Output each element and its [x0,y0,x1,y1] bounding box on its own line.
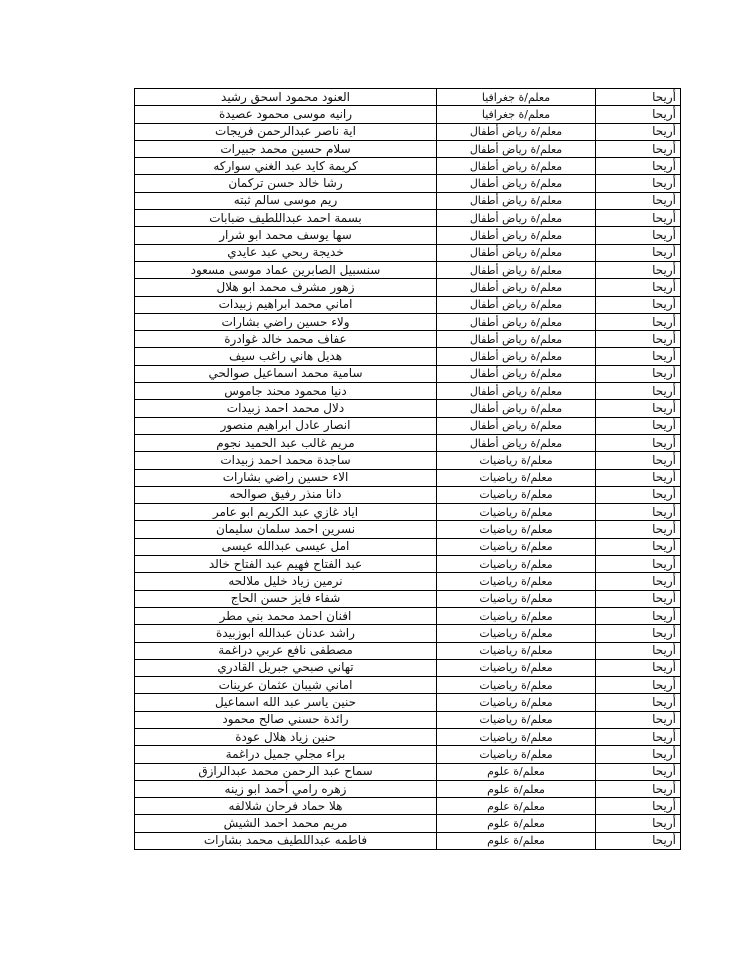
table-row [135,486,681,503]
name-cell: شفاء فايز حسن الحاج [135,590,437,607]
table-row [135,365,681,382]
city-cell: أريحا [596,106,681,123]
table-row [135,192,681,209]
specialty-cell: معلم/ة رياضيات [437,728,596,745]
city-cell: أريحا [596,469,681,486]
city-cell: أريحا [596,244,681,261]
table-row [135,607,681,624]
table-row [135,383,681,400]
city-cell: أريحا [596,331,681,348]
table-row [135,261,681,278]
specialty-cell: معلم/ة رياض أطفال [437,383,596,400]
city-cell: أريحا [596,607,681,624]
specialty-cell: معلم/ة رياض أطفال [437,210,596,227]
table-row [135,521,681,538]
specialty-cell: معلم/ة رياض أطفال [437,434,596,451]
name-cell: خديجة ربحي عبد عايدي [135,244,437,261]
teachers-table [134,88,681,850]
document-page [134,88,681,850]
specialty-cell: معلم/ة رياضيات [437,625,596,642]
name-cell: حنين ياسر عبد الله اسماعيل [135,694,437,711]
city-cell: أريحا [596,158,681,175]
table-row [135,89,681,106]
table-row [135,711,681,728]
specialty-cell: معلم/ة رياض أطفال [437,365,596,382]
specialty-cell: معلم/ة رياض أطفال [437,296,596,313]
city-cell: أريحا [596,296,681,313]
table-row [135,746,681,763]
city-cell: أريحا [596,400,681,417]
name-cell: رانيه موسى محمود عصيدة [135,106,437,123]
specialty-cell: معلم/ة رياضيات [437,694,596,711]
table-row [135,296,681,313]
city-cell: أريحا [596,590,681,607]
name-cell: بسمة احمد عبداللطيف ضبابات [135,210,437,227]
name-cell: هلا حماد فرحان شلالفه [135,798,437,815]
table-row [135,504,681,521]
table-row [135,210,681,227]
specialty-cell: معلم/ة علوم [437,815,596,832]
city-cell: أريحا [596,348,681,365]
city-cell: أريحا [596,677,681,694]
specialty-cell: معلم/ة رياضيات [437,452,596,469]
city-cell: أريحا [596,383,681,400]
specialty-cell: معلم/ة رياض أطفال [437,331,596,348]
name-cell: رائدة حسني صالح محمود [135,711,437,728]
table-row [135,832,681,849]
specialty-cell: معلم/ة علوم [437,763,596,780]
table-row [135,590,681,607]
specialty-cell: معلم/ة رياضيات [437,677,596,694]
table-row [135,123,681,140]
specialty-cell: معلم/ة رياضيات [437,573,596,590]
table-row [135,244,681,261]
name-cell: افنان احمد محمد بني مطر [135,607,437,624]
city-cell: أريحا [596,504,681,521]
specialty-cell: معلم/ة جغرافيا [437,106,596,123]
name-cell: سامية محمد اسماعيل صوالحي [135,365,437,382]
table-row [135,538,681,555]
specialty-cell: معلم/ة رياض أطفال [437,123,596,140]
city-cell: أريحا [596,140,681,157]
table-row [135,728,681,745]
name-cell: اية ناصر عبدالرحمن فريجات [135,123,437,140]
name-cell: عفاف محمد خالد غوادرة [135,331,437,348]
city-cell: أريحا [596,832,681,849]
name-cell: اياد غازي عبد الكريم ابو عامر [135,504,437,521]
specialty-cell: معلم/ة علوم [437,798,596,815]
city-cell: أريحا [596,210,681,227]
city-cell: أريحا [596,780,681,797]
name-cell: عبد الفتاح فهيم عبد الفتاح خالد [135,556,437,573]
city-cell: أريحا [596,313,681,330]
table-row [135,798,681,815]
specialty-cell: معلم/ة رياض أطفال [437,348,596,365]
specialty-cell: معلم/ة رياضيات [437,711,596,728]
city-cell: أريحا [596,728,681,745]
name-cell: كريمة كايد عبد الغني سواركه [135,158,437,175]
city-cell: أريحا [596,261,681,278]
name-cell: نسرين احمد سلمان سليمان [135,521,437,538]
specialty-cell: معلم/ة رياضيات [437,659,596,676]
table-row [135,400,681,417]
table-row [135,175,681,192]
specialty-cell: معلم/ة رياضيات [437,521,596,538]
city-cell: أريحا [596,192,681,209]
specialty-cell: معلم/ة رياض أطفال [437,417,596,434]
specialty-cell: معلم/ة جغرافيا [437,89,596,106]
table-row [135,763,681,780]
table-row [135,677,681,694]
name-cell: هديل هاني راغب سيف [135,348,437,365]
specialty-cell: معلم/ة رياضيات [437,607,596,624]
name-cell: حنين زياد هلال عودة [135,728,437,745]
name-cell: رشا خالد حسن تركمان [135,175,437,192]
city-cell: أريحا [596,417,681,434]
city-cell: أريحا [596,694,681,711]
specialty-cell: معلم/ة رياض أطفال [437,279,596,296]
name-cell: دلال محمد احمد زبيدات [135,400,437,417]
specialty-cell: معلم/ة رياض أطفال [437,175,596,192]
table-row [135,140,681,157]
name-cell: سلام حسين محمد جبيرات [135,140,437,157]
table-row [135,659,681,676]
table-row [135,227,681,244]
city-cell: أريحا [596,89,681,106]
specialty-cell: معلم/ة رياض أطفال [437,140,596,157]
name-cell: ولاء حسين راضي بشارات [135,313,437,330]
specialty-cell: معلم/ة رياض أطفال [437,400,596,417]
name-cell: زهور مشرف محمد ابو هلال [135,279,437,296]
name-cell: مريم غالب عبد الحميد نجوم [135,434,437,451]
city-cell: أريحا [596,659,681,676]
specialty-cell: معلم/ة رياض أطفال [437,244,596,261]
city-cell: أريحا [596,486,681,503]
specialty-cell: معلم/ة رياضيات [437,746,596,763]
specialty-cell: معلم/ة رياضيات [437,504,596,521]
city-cell: أريحا [596,573,681,590]
city-cell: أريحا [596,452,681,469]
specialty-cell: معلم/ة رياض أطفال [437,192,596,209]
table-row [135,642,681,659]
city-cell: أريحا [596,625,681,642]
city-cell: أريحا [596,365,681,382]
name-cell: تهاني صبحي جبريل القادري [135,659,437,676]
name-cell: دانا منذر رفيق صوالحه [135,486,437,503]
table-row [135,348,681,365]
table-row [135,469,681,486]
specialty-cell: معلم/ة رياضيات [437,556,596,573]
table-row [135,158,681,175]
specialty-cell: معلم/ة رياضيات [437,642,596,659]
city-cell: أريحا [596,763,681,780]
specialty-cell: معلم/ة رياضيات [437,590,596,607]
city-cell: أريحا [596,556,681,573]
name-cell: اماني محمد ابراهيم زبيدات [135,296,437,313]
table-row [135,279,681,296]
table-row [135,780,681,797]
city-cell: أريحا [596,521,681,538]
table-row [135,815,681,832]
city-cell: أريحا [596,175,681,192]
city-cell: أريحا [596,815,681,832]
city-cell: أريحا [596,642,681,659]
table-row [135,694,681,711]
name-cell: مصطفى نافع عربي دراغمة [135,642,437,659]
specialty-cell: معلم/ة رياض أطفال [437,313,596,330]
city-cell: أريحا [596,279,681,296]
table-row [135,331,681,348]
city-cell: أريحا [596,538,681,555]
name-cell: ريم موسى سالم ثبته [135,192,437,209]
name-cell: فاطمه عبداللطيف محمد بشارات [135,832,437,849]
name-cell: مريم محمد احمد الشيش [135,815,437,832]
name-cell: نرمين زياد خليل ملالحه [135,573,437,590]
city-cell: أريحا [596,798,681,815]
specialty-cell: معلم/ة علوم [437,832,596,849]
specialty-cell: معلم/ة رياض أطفال [437,227,596,244]
table-row [135,556,681,573]
specialty-cell: معلم/ة رياضيات [437,538,596,555]
name-cell: انصار عادل ابراهيم منصور [135,417,437,434]
name-cell: دنيا محمود محند جاموس [135,383,437,400]
name-cell: امل عيسى عبدالله عيسى [135,538,437,555]
name-cell: براء مجلي جميل دراغمة [135,746,437,763]
table-row [135,106,681,123]
specialty-cell: معلم/ة علوم [437,780,596,797]
name-cell: راشد عدنان عبدالله ابوزبيدة [135,625,437,642]
specialty-cell: معلم/ة رياض أطفال [437,261,596,278]
city-cell: أريحا [596,711,681,728]
city-cell: أريحا [596,227,681,244]
name-cell: زهره رامي أحمد ابو زينه [135,780,437,797]
table-row [135,452,681,469]
table-row [135,417,681,434]
city-cell: أريحا [596,746,681,763]
city-cell: أريحا [596,434,681,451]
name-cell: سماح عبد الرحمن محمد عبدالرازق [135,763,437,780]
specialty-cell: معلم/ة رياض أطفال [437,158,596,175]
name-cell: سنسبيل الصابرين عماد موسى مسعود [135,261,437,278]
table-body [135,89,681,850]
table-row [135,313,681,330]
city-cell: أريحا [596,123,681,140]
name-cell: الاء حسين راضي بشارات [135,469,437,486]
table-row [135,625,681,642]
specialty-cell: معلم/ة رياضيات [437,469,596,486]
specialty-cell: معلم/ة رياضيات [437,486,596,503]
name-cell: ساجدة محمد احمد زبيدات [135,452,437,469]
table-row [135,434,681,451]
name-cell: العنود محمود اسحق رشيد [135,89,437,106]
name-cell: اماني شيبان عثمان عرينات [135,677,437,694]
name-cell: سها يوسف محمد ابو شرار [135,227,437,244]
table-row [135,573,681,590]
